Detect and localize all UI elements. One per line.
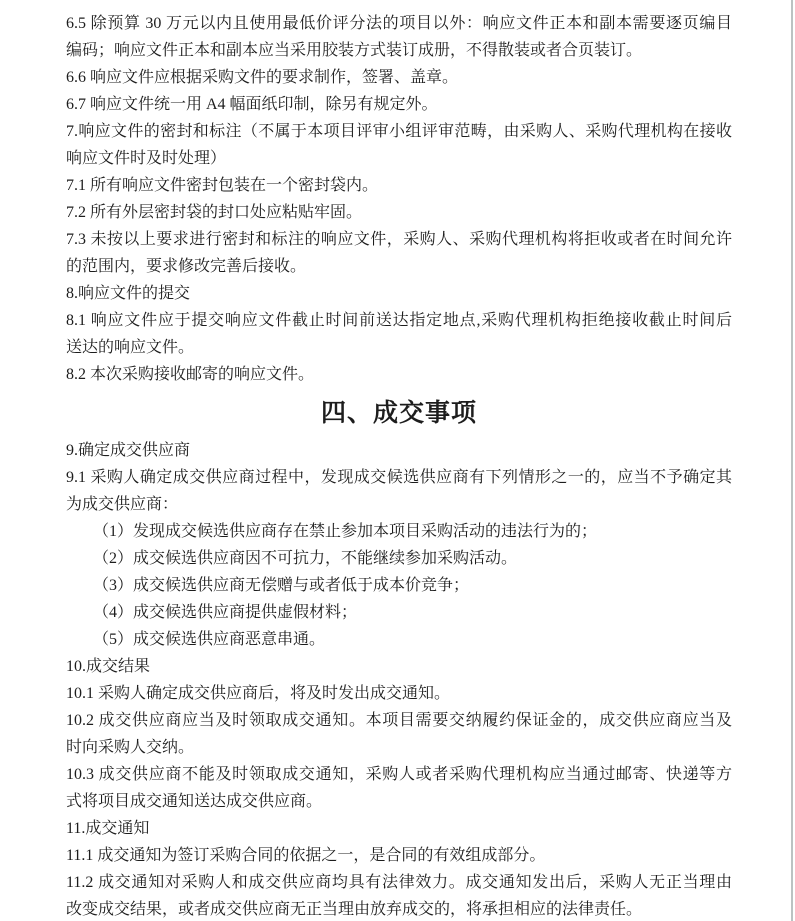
document-content [66,10,732,921]
text-line: 6.5 除预算 30 万元以内且使用最低价评分法的项目以外：响应文件正本和副本需要逐页编目 [66,15,732,32]
text-line: 改变成交结果，或者成交供应商无正当理由放弃成交的，将承担相应的法律责任。 [66,901,643,918]
text-line: 7.1 所有响应文件密封包装在一个密封袋内。 [66,177,379,194]
text-line: 时向采购人交纳。 [66,739,195,756]
text-line: 7.2 所有外层密封袋的封口处应粘贴牢固。 [66,204,363,221]
text-line: （3）成交候选供应商无偿赠与或者低于成本价竞争； [93,577,470,594]
text-line: 响应文件时及时处理） [66,150,227,167]
page-right-edge-line [791,0,793,921]
text-line: 9.确定成交供应商 [66,442,191,459]
text-line: 8.响应文件的提交 [66,285,191,302]
text-line: 10.成交结果 [66,658,151,675]
text-line: 9.1 采购人确定成交供应商过程中，发现成交候选供应商有下列情形之一的，应当不予确定其 [66,469,732,486]
text-line: 6.7 响应文件统一用 A4 幅面纸印制，除另有规定外。 [66,96,438,113]
text-line: 10.2 成交供应商应当及时领取成交通知。本项目需要交纳履约保证金的，成交供应商应当及 [66,712,732,729]
text-line: 11.2 成交通知对采购人和成交供应商均具有法律效力。成交通知发出后，采购人无正当理由 [66,874,732,891]
text-line: 式将项目成交通知送达成交供应商。 [66,793,323,810]
text-line: 10.1 采购人确定成交供应商后，将及时发出成交通知。 [66,685,451,702]
text-line: 为成交供应商： [66,496,179,513]
text-line: 送达的响应文件。 [66,339,195,356]
section-heading: 四、成交事项 [320,400,477,427]
text-line: 11.1 成交通知为签订采购合同的依据之一，是合同的有效组成部分。 [66,847,546,864]
text-line: 10.3 成交供应商不能及时领取成交通知，采购人或者采购代理机构应当通过邮寄、快递等方 [66,766,732,783]
text-line: 8.2 本次采购接收邮寄的响应文件。 [66,366,315,383]
text-line: 8.1 响应文件应于提交响应文件截止时间前送达指定地点,采购代理机构拒绝接收截止时间后 [66,312,732,329]
text-line: （5）成交候选供应商恶意串通。 [93,631,326,648]
text-line: 7.3 未按以上要求进行密封和标注的响应文件，采购人、采购代理机构将拒收或者在时间允许 [66,231,732,248]
text-line: 11.成交通知 [66,820,150,837]
text-line: 7.响应文件的密封和标注（不属于本项目评审小组评审范畴，由采购人、采购代理机构在接收 [66,123,732,140]
text-line: 的范围内，要求修改完善后接收。 [66,258,307,275]
text-line: （4）成交候选供应商提供虚假材料； [93,604,358,621]
text-line: 6.6 响应文件应根据采购文件的要求制作，签署、盖章。 [66,69,459,86]
text-line: 编码；响应文件正本和副本应当采用胶装方式装订成册，不得散装或者合页装订。 [66,42,643,59]
text-line: （1）发现成交候选供应商存在禁止参加本项目采购活动的违法行为的； [93,523,598,540]
text-line: （2）成交候选供应商因不可抗力，不能继续参加采购活动。 [93,550,518,567]
